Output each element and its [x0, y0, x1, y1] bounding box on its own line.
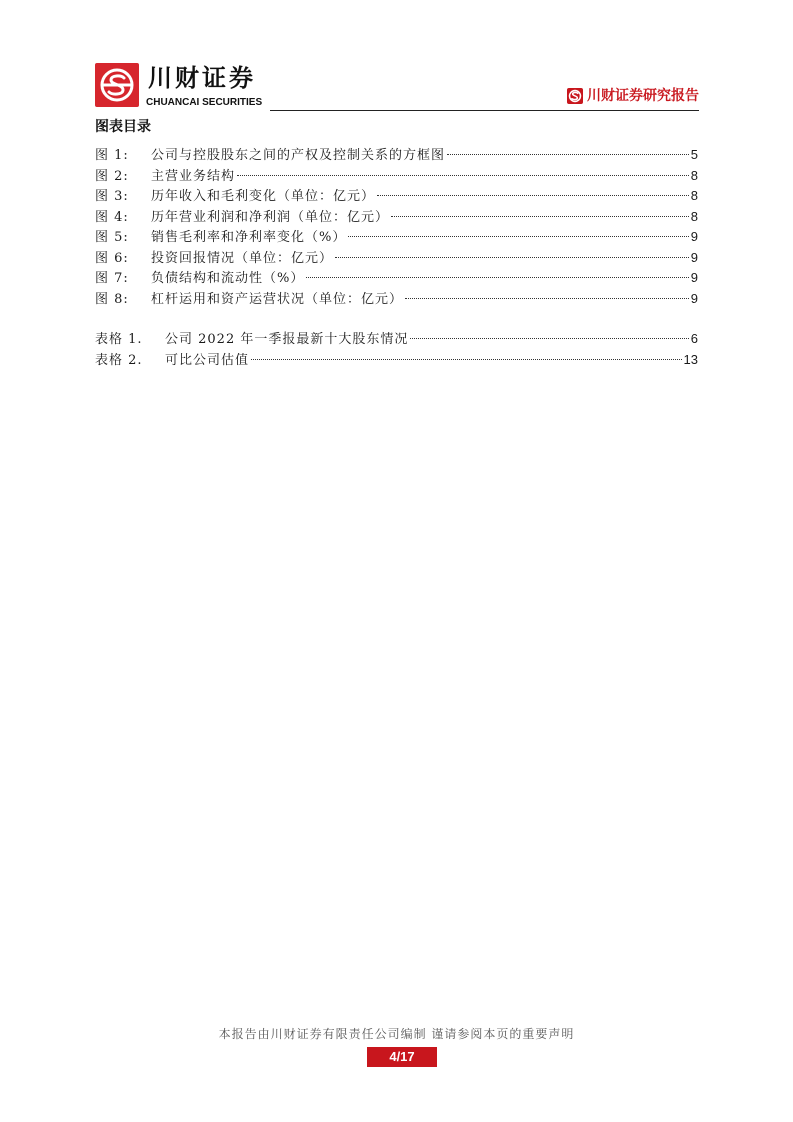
toc-entry-text: 历年收入和毛利变化（单位：亿元） — [151, 189, 376, 204]
toc-entry-page: 8 — [690, 167, 698, 183]
toc-entry-figure-4[interactable] — [95, 207, 698, 228]
toc-dot-leader — [447, 154, 689, 155]
toc-entry-table-1[interactable] — [95, 329, 698, 350]
toc-entry-figure-1[interactable] — [95, 145, 698, 166]
toc-entry-label: 图 3: — [95, 189, 129, 204]
chuancai-logo-icon — [95, 63, 139, 107]
toc-dot-leader — [348, 236, 688, 237]
figure-table-of-contents — [95, 117, 698, 370]
toc-dot-leader — [377, 195, 689, 196]
toc-dot-leader — [306, 277, 688, 278]
toc-title: 图表目录 — [95, 119, 151, 135]
toc-entry-page: 9 — [690, 270, 698, 285]
toc-entry-label: 表格 2. — [95, 352, 143, 368]
toc-entry-table-2[interactable] — [95, 350, 698, 371]
toc-entry-label: 图 6: — [95, 250, 129, 266]
toc-entry-text: 杠杆运用和资产运营状况（单位：亿元） — [151, 291, 404, 307]
toc-entry-figure-7[interactable] — [95, 268, 698, 289]
brand-name-en: CHUANCAI SECURITIES — [146, 97, 263, 108]
toc-entry-text: 投资回报情况（单位：亿元） — [151, 250, 334, 266]
toc-dot-leader — [237, 175, 689, 176]
toc-entry-text: 主营业务结构 — [151, 168, 236, 184]
toc-entry-text: 公司 2022 年一季报最新十大股东情况 — [165, 332, 409, 347]
toc-dot-leader — [335, 257, 689, 258]
toc-entry-label: 图 4: — [95, 209, 129, 225]
toc-entry-text: 销售毛利率和净利率变化（%） — [151, 230, 347, 245]
toc-entry-page: 9 — [690, 290, 698, 306]
toc-entry-figure-6[interactable] — [95, 248, 698, 269]
toc-entry-text: 负债结构和流动性（%） — [151, 271, 305, 286]
toc-entry-page: 13 — [683, 351, 698, 367]
figure-list — [95, 145, 698, 309]
toc-dot-leader — [410, 338, 688, 339]
toc-entry-label: 图 5: — [95, 230, 129, 245]
toc-entry-figure-2[interactable] — [95, 166, 698, 187]
toc-entry-label: 图 7: — [95, 271, 129, 286]
toc-dot-leader — [405, 298, 689, 299]
toc-entry-page: 5 — [690, 147, 698, 162]
toc-entry-figure-5[interactable] — [95, 227, 698, 248]
toc-entry-page: 8 — [690, 188, 698, 203]
toc-entry-page: 6 — [690, 331, 698, 346]
chuancai-mini-logo-icon — [567, 88, 583, 104]
toc-entry-figure-3[interactable] — [95, 186, 698, 207]
toc-entry-text: 历年营业利润和净利润（单位：亿元） — [151, 209, 390, 225]
report-tag — [567, 87, 699, 105]
toc-entry-text: 可比公司估值 — [165, 352, 250, 368]
toc-entry-page: 9 — [690, 249, 698, 265]
toc-entry-label: 表格 1. — [95, 332, 143, 347]
toc-entry-label: 图 8: — [95, 291, 129, 307]
page-number-badge: 4/17 — [367, 1047, 437, 1067]
toc-entry-text: 公司与控股股东之间的产权及控制关系的方框图 — [151, 148, 446, 163]
footer-disclaimer: 本报告由川财证券有限责任公司编制 谨请参阅本页的重要声明 — [218, 1027, 575, 1041]
toc-dot-leader — [391, 216, 689, 217]
toc-entry-figure-8[interactable] — [95, 289, 698, 310]
report-tag-label: 川财证券研究报告 — [587, 88, 699, 104]
toc-entry-label: 图 2: — [95, 168, 129, 184]
table-list — [95, 329, 698, 370]
toc-entry-label: 图 1: — [95, 148, 129, 163]
page-header — [0, 0, 793, 115]
brand-name-cn: 川财证券 — [148, 64, 256, 92]
header-divider — [270, 110, 699, 111]
toc-entry-page: 9 — [690, 229, 698, 244]
toc-dot-leader — [251, 359, 682, 360]
toc-entry-page: 8 — [690, 208, 698, 224]
